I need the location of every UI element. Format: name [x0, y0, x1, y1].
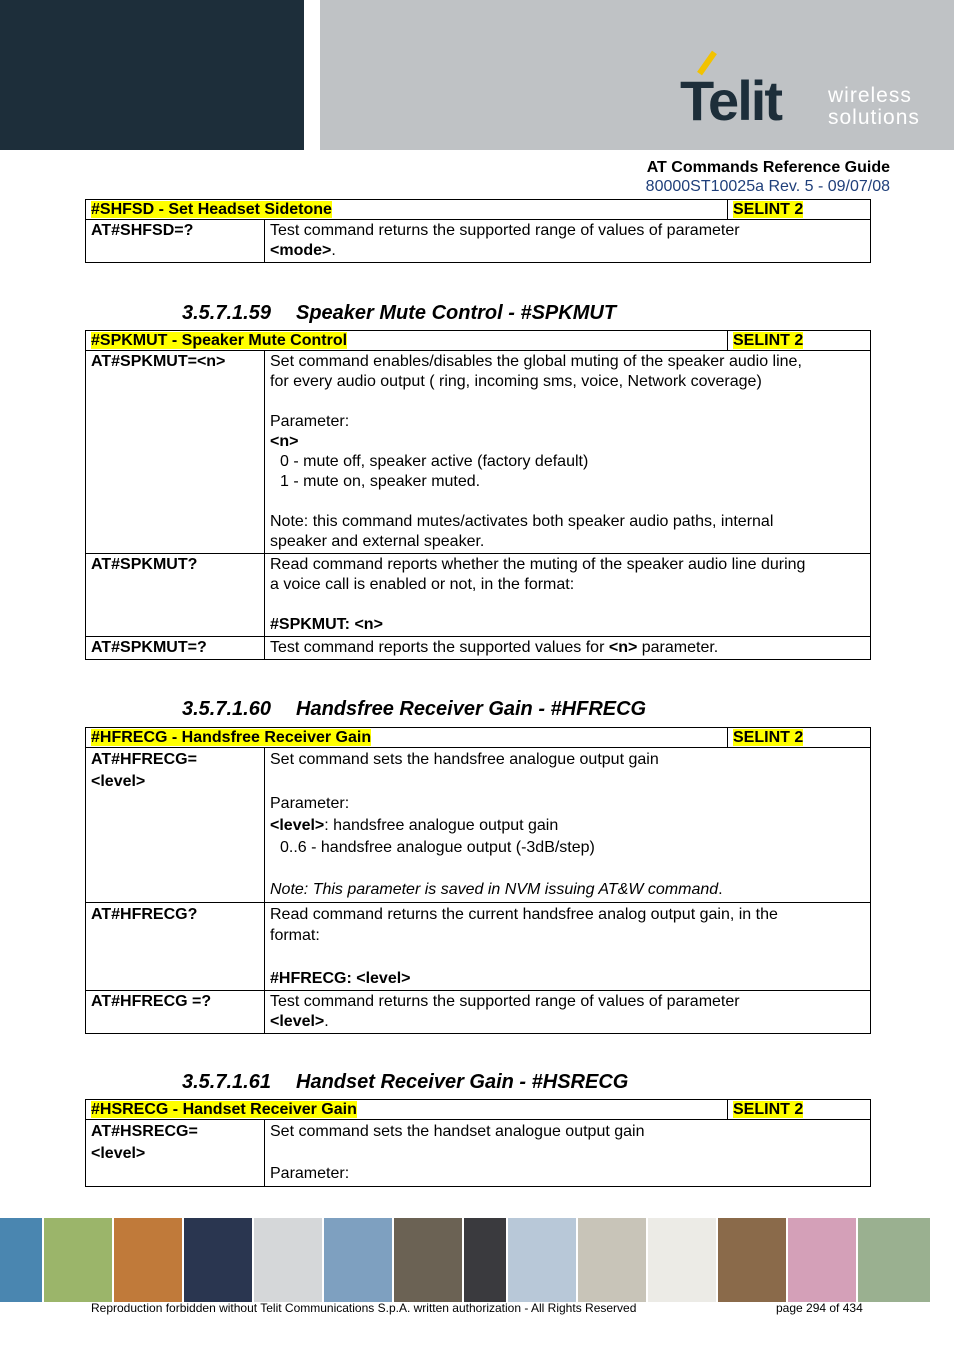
command-cell — [86, 1120, 265, 1187]
table-header-row — [86, 728, 871, 748]
note-line: speaker and external speaker. — [270, 533, 485, 550]
shfsd-table — [85, 199, 871, 263]
parameter-description: : handsfree analogue output gain — [324, 817, 559, 834]
footer-copyright: Reproduction forbidden without Telit Communications S.p.A. written authorization - All Rights Reserved — [91, 1301, 637, 1315]
footer-photo — [508, 1218, 578, 1302]
note-line: Note: this command mutes/activates both speaker audio paths, internal — [270, 513, 774, 530]
description-cell — [265, 220, 871, 263]
selint-badge: SELINT 2 — [733, 332, 804, 349]
table-row — [86, 554, 871, 637]
description-cell — [265, 748, 871, 903]
footer-photo — [324, 1218, 394, 1302]
description-line: a voice call is enabled or not, in the format: — [270, 576, 575, 593]
footer-photo — [44, 1218, 114, 1302]
header-dark-panel — [0, 0, 304, 150]
section-heading-hfrecg — [182, 698, 646, 721]
description-line: format: — [270, 927, 320, 944]
description-line: Set command sets the handsfree analogue output gain — [270, 751, 659, 768]
footer-photo — [0, 1218, 44, 1302]
parameter-label: Parameter: — [270, 413, 350, 430]
section-heading-spkmut — [182, 302, 616, 325]
description-text: Test command reports the supported values for — [270, 639, 609, 656]
description-line: Read command returns the current handsfree analog output gain, in the — [270, 906, 778, 923]
section-heading-hsrecg — [182, 1071, 628, 1094]
logo-telit-text: Telit — [680, 69, 781, 132]
description-text: parameter. — [637, 639, 719, 656]
description-cell — [265, 637, 871, 660]
selint-badge: SELINT 2 — [733, 201, 804, 218]
table-header-row — [86, 200, 871, 220]
table-header-row — [86, 1100, 871, 1120]
parameter-name: <n> — [608, 639, 638, 656]
description-cell — [265, 554, 871, 637]
description-line: for every audio output ( ring, incoming sms, voice, Network coverage) — [270, 373, 762, 390]
table-row — [86, 637, 871, 660]
footer-photo — [648, 1218, 718, 1302]
command-cell: AT#SHFSD=? — [86, 220, 265, 263]
table-row — [86, 991, 871, 1034]
command-cell: AT#HFRECG? — [86, 903, 265, 991]
punctuation: . — [324, 1013, 329, 1030]
table-title: #HSRECG - Handset Receiver Gain — [91, 1101, 357, 1118]
section-title: Handset Receiver Gain - #HSRECG — [296, 1071, 629, 1093]
section-number: 3.5.7.1.61 — [182, 1071, 271, 1093]
section-number: 3.5.7.1.60 — [182, 698, 271, 720]
table-title: #SPKMUT - Speaker Mute Control — [91, 332, 348, 349]
description-cell — [265, 991, 871, 1034]
table-row — [86, 351, 871, 554]
punctuation: . — [331, 242, 336, 259]
parameter-label: Parameter: — [270, 795, 350, 812]
selint-badge: SELINT 2 — [733, 1101, 804, 1118]
table-title: #HFRECG - Handsfree Receiver Gain — [91, 729, 372, 746]
logo-solutions-text: solutions — [828, 106, 920, 129]
footer-photo — [858, 1218, 930, 1302]
section-title: Handsfree Receiver Gain - #HFRECG — [296, 698, 647, 720]
command-text: <level> — [91, 773, 146, 790]
document-reference: 80000ST10025a Rev. 5 - 09/07/08 — [645, 178, 890, 195]
section-number: 3.5.7.1.59 — [182, 302, 271, 324]
command-cell: AT#SPKMUT? — [86, 554, 265, 637]
command-cell: AT#SPKMUT=<n> — [86, 351, 265, 554]
response-format: #SPKMUT: <n> — [270, 616, 383, 633]
hfrecg-table — [85, 727, 871, 1034]
parameter-name: <mode> — [270, 242, 332, 259]
command-cell: AT#SPKMUT=? — [86, 637, 265, 660]
footer-photo — [578, 1218, 648, 1302]
punctuation: . — [718, 881, 723, 898]
command-text: AT#HFRECG= — [91, 751, 197, 768]
selint-badge: SELINT 2 — [733, 729, 804, 746]
description-cell — [265, 903, 871, 991]
description-line: Read command reports whether the muting of the speaker audio line during — [270, 556, 806, 573]
footer-photo — [464, 1218, 508, 1302]
telit-logo — [676, 50, 936, 140]
parameter-value: 0 - mute off, speaker active (factory default) — [280, 453, 589, 470]
footer-photo — [788, 1218, 858, 1302]
table-row — [86, 903, 871, 991]
hsrecg-table — [85, 1099, 871, 1187]
footer-photo — [184, 1218, 254, 1302]
footer-photo — [114, 1218, 184, 1302]
footer-photo — [254, 1218, 324, 1302]
table-row — [86, 748, 871, 903]
spkmut-table — [85, 330, 871, 660]
logo-wireless-text: wireless — [828, 84, 912, 107]
description-line: Test command returns the supported range of values of parameter — [270, 993, 740, 1010]
description-line: Set command sets the handset analogue output gain — [270, 1123, 645, 1140]
footer-photo-strip — [0, 1218, 954, 1302]
footer-page-number: page 294 of 434 — [776, 1301, 863, 1315]
table-row — [86, 220, 871, 263]
parameter-value: 0..6 - handsfree analogue output (-3dB/step) — [280, 839, 595, 856]
section-title: Speaker Mute Control - #SPKMUT — [296, 302, 617, 324]
table-row — [86, 1120, 871, 1187]
parameter-value: 1 - mute on, speaker muted. — [280, 473, 481, 490]
table-header-row — [86, 331, 871, 351]
description-line: Set command enables/disables the global muting of the speaker audio line, — [270, 353, 802, 370]
table-title: #SHFSD - Set Headset Sidetone — [91, 201, 332, 218]
command-text: <level> — [91, 1145, 146, 1162]
parameter-label: Parameter: — [270, 1165, 350, 1182]
command-text: AT#HSRECG= — [91, 1123, 198, 1140]
parameter-name: <n> — [270, 433, 299, 450]
footer-photo — [394, 1218, 464, 1302]
command-cell: AT#HFRECG =? — [86, 991, 265, 1034]
description-cell — [265, 351, 871, 554]
document-title: AT Commands Reference Guide — [646, 159, 890, 176]
note-line: Note: This parameter is saved in NVM issuing AT&W command — [270, 881, 719, 898]
parameter-name: <level> — [270, 817, 325, 834]
command-cell — [86, 748, 265, 903]
parameter-name: <level> — [270, 1013, 325, 1030]
description-cell — [265, 1120, 871, 1187]
response-format: #HFRECG: <level> — [270, 970, 411, 987]
description-text: Test command returns the supported range of values of parameter — [270, 222, 740, 239]
footer-photo — [718, 1218, 788, 1302]
